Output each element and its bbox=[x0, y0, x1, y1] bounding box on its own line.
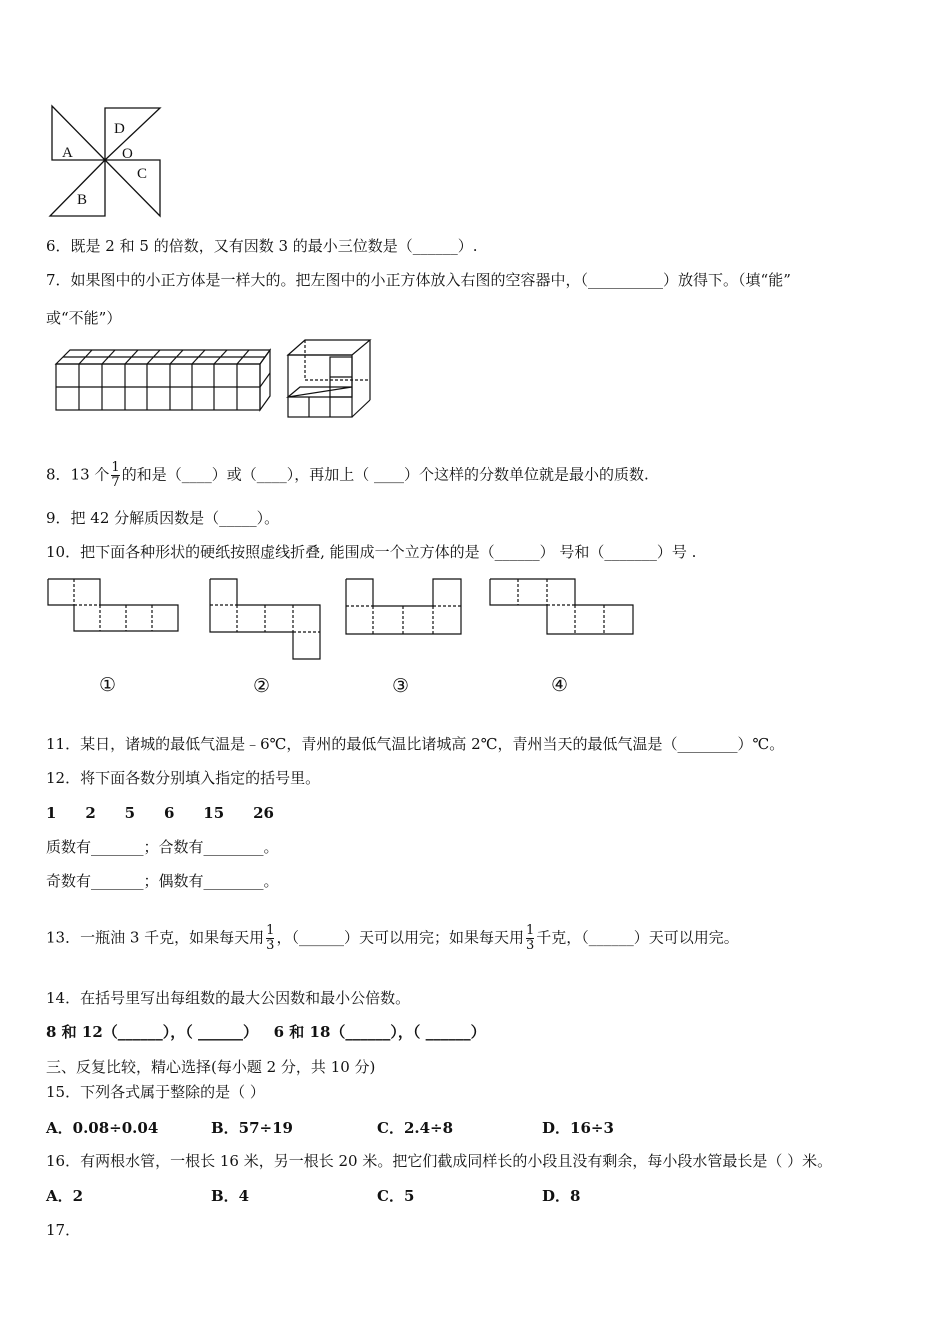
fraction-numerator: 1 bbox=[266, 923, 275, 938]
fraction-denominator: 7 bbox=[111, 475, 120, 490]
question-14-answer: 8 和 12（______），（ ______） 6 和 18（______），（ ______） bbox=[46, 1023, 486, 1041]
q16-option-d[interactable]: D．8 bbox=[542, 1187, 581, 1205]
net-label-2: ② bbox=[253, 675, 271, 697]
question-15: 15．下列各式属于整除的是（ ） bbox=[46, 1083, 265, 1101]
question-14: 14．在括号里写出每组数的最大公因数和最小公倍数。 bbox=[46, 989, 411, 1007]
question-13-part1: 13．一瓶油 3 千克，如果每天用 bbox=[46, 928, 265, 947]
question-13-part2: ，（______）天可以用完；如果每天用 bbox=[276, 928, 524, 947]
net-label-1: ① bbox=[99, 674, 117, 696]
net-label-3: ③ bbox=[392, 675, 410, 697]
fraction-numerator: 1 bbox=[111, 460, 120, 475]
q16-option-c[interactable]: C．5 bbox=[377, 1187, 415, 1205]
q16-option-b[interactable]: B．4 bbox=[211, 1187, 250, 1205]
question-7-line2: 或“不能”） bbox=[46, 309, 122, 327]
question-6: 6．既是 2 和 5 的倍数，又有因数 3 的最小三位数是（______）. bbox=[46, 237, 478, 255]
fraction-denominator: 3 bbox=[266, 938, 275, 953]
label-o: O bbox=[122, 146, 133, 162]
question-13 bbox=[46, 924, 739, 953]
q16-option-a[interactable]: A．2 bbox=[46, 1187, 84, 1205]
question-12: 12．将下面各数分别填入指定的括号里。 bbox=[46, 769, 321, 787]
label-a: A bbox=[62, 145, 73, 161]
q15-option-a[interactable]: A．0.08÷0.04 bbox=[46, 1119, 159, 1137]
q15-option-b[interactable]: B．57÷19 bbox=[211, 1119, 293, 1137]
fraction-one-third-b bbox=[526, 924, 534, 953]
question-13-part3: 千克，（______）天可以用完。 bbox=[536, 928, 739, 947]
label-b: B bbox=[77, 192, 88, 208]
fraction-numerator: 1 bbox=[525, 923, 535, 938]
section-3-title: 三、反复比较，精心选择(每小题 2 分，共 10 分) bbox=[46, 1058, 376, 1076]
fraction-denominator: 3 bbox=[525, 938, 535, 953]
question-8-prefix: 8．13 个 bbox=[46, 465, 110, 484]
question-12-primes-composites: 质数有_______；合数有________。 bbox=[46, 838, 279, 856]
question-12-numbers: 1 2 5 6 15 26 bbox=[46, 804, 274, 822]
question-16: 16．有两根水管，一根长 16 米，另一根长 20 米。把它们截成同样长的小段且没有剩余，每小段水管最长是（ ）米。 bbox=[46, 1152, 833, 1170]
question-12-odd-even: 奇数有_______；偶数有________。 bbox=[46, 872, 279, 890]
label-d: D bbox=[114, 121, 125, 137]
question-10: 10．把下面各种形状的硬纸按照虚线折叠, 能围成一个立方体的是（______） 号和（_______）号 . bbox=[46, 543, 697, 561]
q15-option-c[interactable]: C．2.4÷8 bbox=[377, 1119, 454, 1137]
q15-option-d[interactable]: D．16÷3 bbox=[542, 1119, 614, 1137]
question-17: 17． bbox=[46, 1221, 81, 1239]
question-11: 11．某日，诸城的最低气温是﹣6℃，青州的最低气温比诸城高 2℃，青州当天的最低气温是（________）℃。 bbox=[46, 735, 785, 753]
label-c: C bbox=[137, 166, 148, 182]
question-7-line1: 7．如果图中的小正方体是一样大的。把左图中的小正方体放入右图的空容器中，（__________）放得下。（填“能” bbox=[46, 271, 791, 289]
net-label-4: ④ bbox=[551, 674, 569, 696]
fraction-one-third-a bbox=[266, 924, 274, 953]
question-9: 9．把 42 分解质因数是（_____）。 bbox=[46, 509, 280, 527]
question-8-suffix: 的和是（____）或（____），再加上（ ____）个这样的分数单位就是最小的质数. bbox=[121, 465, 649, 484]
